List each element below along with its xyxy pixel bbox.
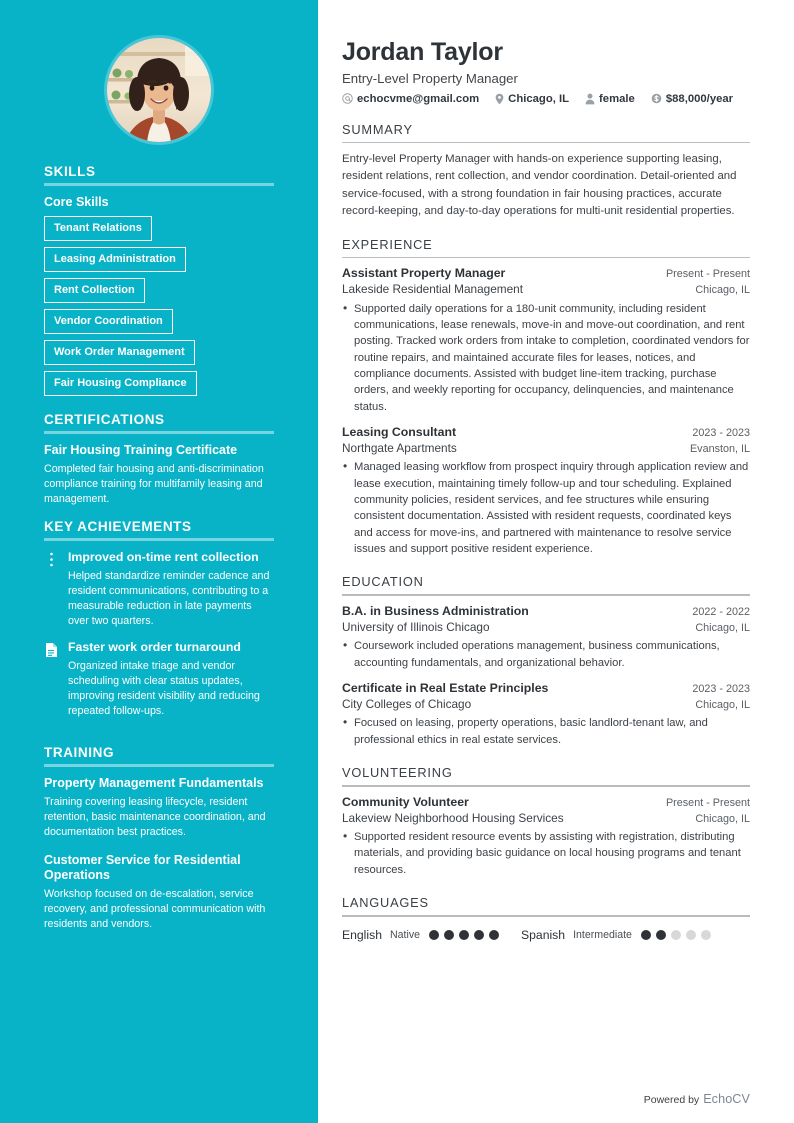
language-item (342, 928, 499, 942)
skill-tag[interactable]: Leasing Administration (44, 247, 186, 272)
summary-heading: SUMMARY (342, 121, 413, 137)
education-location: Chicago, IL (695, 699, 750, 712)
footer-brand: EchoCV (703, 1092, 750, 1106)
language-level: Native (389, 928, 421, 941)
contact-email[interactable] (342, 93, 479, 105)
section-volunteering (342, 765, 750, 878)
training-description: Workshop focused on de-escalation, service recovery, and professional communication with residents and vendors. (44, 887, 266, 931)
training-title: Property Management Fundamentals (44, 776, 264, 791)
training-title: Customer Service for Residential Operations (44, 852, 241, 883)
education-entry (342, 681, 750, 748)
education-organization: University of Illinois Chicago (342, 620, 490, 635)
page-title: Jordan Taylor (342, 38, 503, 66)
resume-header (342, 38, 750, 105)
education-divider (342, 594, 750, 596)
summary-divider (342, 142, 750, 144)
location-pin-icon (495, 93, 504, 105)
contact-location[interactable] (495, 93, 569, 105)
rating-dot (459, 930, 469, 940)
bullet-item: • Managed leasing workflow from prospect inquiry through application review and lease execution, maintaining timely follow-up and tour scheduling. Explained community policies, resident services, and fee structures while ensuring consistent documentation. Assisted with resident requests, coordinated keys and access for move-ins, and partnered with maintenance to resolve service issues and support positive resident experience. (342, 459, 750, 557)
language-level: Intermediate (573, 928, 632, 941)
experience-organization: Northgate Apartments (342, 441, 457, 456)
bullet-item: • Supported resident resource events by assisting with registration, distributing materials, and providing basic guidance on local housing programs and tenant resources. (342, 829, 750, 878)
sidebar-section-key-achievements (44, 519, 274, 719)
skill-tag[interactable]: Tenant Relations (44, 216, 152, 241)
experience-entry (342, 425, 750, 557)
section-summary (342, 122, 750, 220)
language-name: Spanish (521, 927, 566, 942)
bullet-item: • Focused on leasing, property operations, basic landlord-tenant law, and professional ethics in real estate services. (342, 715, 750, 748)
training-divider (44, 764, 274, 767)
email-icon (342, 93, 353, 104)
skill-tag[interactable]: Vendor Coordination (44, 309, 173, 334)
footer-powered-by: Powered by (643, 1094, 700, 1106)
education-organization: City Colleges of Chicago (342, 697, 472, 712)
key-achievements-heading: KEY ACHIEVEMENTS (44, 519, 192, 535)
person-icon (585, 93, 595, 105)
language-rating-dots (429, 930, 499, 940)
achievement-title: Improved on-time rent collection (68, 550, 259, 565)
experience-location: Chicago, IL (695, 284, 750, 297)
bullet-item: • Supported daily operations for a 180-unit community, including resident communications, lease renewals, move-in and move-out coordination, and rent posting. Tracked work orders from intake to completion, coordinated vendors for routine repairs, and maintained accurate files for leases, notices, and compliance documents. Assisted with budget line-item tracking, purchase orders, and weekly reporting for occupancy, delinquencies, and maintenance status. (342, 301, 750, 415)
education-bullets (342, 715, 750, 748)
profile-photo-wrap (0, 0, 318, 160)
training-description: Training covering leasing lifecycle, resident retention, basic maintenance coordination, and documentation best practices. (44, 796, 266, 839)
experience-heading: EXPERIENCE (342, 236, 433, 252)
language-list (342, 925, 750, 942)
skills-subheading: Core Skills (44, 195, 109, 209)
section-education (342, 574, 750, 748)
contact-gender[interactable] (585, 93, 635, 105)
rating-dot (686, 930, 696, 940)
document-icon (44, 640, 59, 658)
experience-bullets (342, 301, 750, 415)
rating-dot (701, 930, 711, 940)
experience-divider (342, 257, 750, 259)
volunteering-organization: Lakeview Neighborhood Housing Services (342, 810, 564, 825)
key-achievements-divider (44, 538, 274, 541)
achievement-description: Helped standardize reminder cadence and resident communications, contributing to a measurable reduction in late payments over two quarters. (68, 569, 270, 628)
skill-tag-list (44, 216, 274, 396)
education-entry (342, 604, 750, 671)
experience-bullets (342, 459, 750, 557)
volunteering-title: Community Volunteer (342, 794, 469, 809)
training-item (44, 776, 274, 840)
education-heading: EDUCATION (342, 574, 424, 590)
education-bullets (342, 638, 750, 671)
volunteering-heading: VOLUNTEERING (342, 765, 453, 781)
section-languages (342, 895, 750, 942)
achievement-item (44, 640, 274, 719)
education-date: 2023 - 2023 (692, 683, 750, 696)
contact-gender-value: female (599, 92, 635, 105)
certifications-divider (44, 431, 274, 434)
rating-dot (671, 930, 681, 940)
rating-dot (474, 930, 484, 940)
skill-tag[interactable]: Fair Housing Compliance (44, 371, 197, 396)
education-title: Certificate in Real Estate Principles (342, 681, 549, 696)
training-item (44, 853, 274, 933)
experience-title: Leasing Consultant (342, 425, 457, 440)
experience-location: Evanston, IL (689, 443, 750, 456)
profile-photo (107, 38, 211, 142)
achievement-description: Organized intake triage and vendor scheduling with clear status updates, improving resident visibility and reducing repeated follow-ups. (68, 659, 260, 718)
certification-title: Fair Housing Training Certificate (44, 443, 238, 457)
experience-organization: Lakeside Residential Management (342, 282, 523, 297)
main-content (318, 0, 794, 1123)
language-name: English (342, 927, 382, 942)
education-location: Chicago, IL (695, 622, 750, 635)
volunteering-bullets (342, 829, 750, 878)
contact-location-value: Chicago, IL (508, 92, 570, 105)
sidebar-section-training (44, 745, 274, 932)
rating-dot (641, 930, 651, 940)
section-experience (342, 237, 750, 558)
experience-title: Assistant Property Manager (342, 266, 506, 281)
summary-text: Entry-level Property Manager with hands-on experience supporting leasing, resident relations, rent collection, and vendor coordination. Detail-oriented and service-focused, with a strong foundation in fair housing practices, accurate record-keeping, and day-to-day operations for multi-unit residential properties. (342, 153, 737, 217)
vertical-dots-icon (44, 550, 59, 567)
contact-email-value: echocvme@gmail.com (357, 92, 480, 105)
volunteering-entry (342, 795, 750, 878)
volunteering-divider (342, 785, 750, 787)
sidebar-section-certifications (44, 412, 274, 507)
skill-tag[interactable]: Work Order Management (44, 340, 195, 365)
experience-entry (342, 266, 750, 415)
skills-divider (44, 183, 274, 186)
rating-dot (429, 930, 439, 940)
job-role: Entry-Level Property Manager (342, 70, 518, 86)
language-rating-dots (641, 930, 711, 940)
footer (644, 1092, 750, 1106)
contact-salary-value: $88,000/year (665, 92, 734, 105)
skill-tag[interactable]: Rent Collection (44, 278, 145, 303)
education-date: 2022 - 2022 (692, 606, 750, 619)
training-heading: TRAINING (44, 745, 115, 761)
achievement-item (44, 550, 274, 629)
certification-description: Completed fair housing and anti-discrimination compliance training for multifamily leasing and management. (44, 462, 264, 505)
experience-date: Present - Present (665, 268, 750, 281)
experience-date: 2023 - 2023 (692, 427, 750, 440)
certification-item (44, 443, 274, 507)
certifications-heading: CERTIFICATIONS (44, 412, 165, 427)
skills-heading: SKILLS (44, 164, 96, 179)
profile-photo-image (107, 38, 211, 142)
sidebar-section-skills (44, 164, 274, 396)
sidebar (0, 0, 318, 1123)
achievement-title: Faster work order turnaround (68, 640, 241, 655)
volunteering-location: Chicago, IL (695, 812, 750, 825)
contact-list (342, 93, 750, 105)
education-title: B.A. in Business Administration (342, 604, 529, 619)
volunteering-date: Present - Present (665, 796, 750, 809)
languages-heading: LANGUAGES (342, 895, 429, 910)
rating-dot (489, 930, 499, 940)
contact-salary[interactable] (651, 93, 733, 105)
languages-divider (342, 915, 750, 917)
salary-icon (651, 93, 662, 104)
language-item (521, 928, 711, 942)
bullet-item: • Coursework included operations management, business communications, accounting fundamentals, and organizational behavior. (342, 638, 750, 671)
rating-dot (656, 930, 666, 940)
rating-dot (444, 930, 454, 940)
